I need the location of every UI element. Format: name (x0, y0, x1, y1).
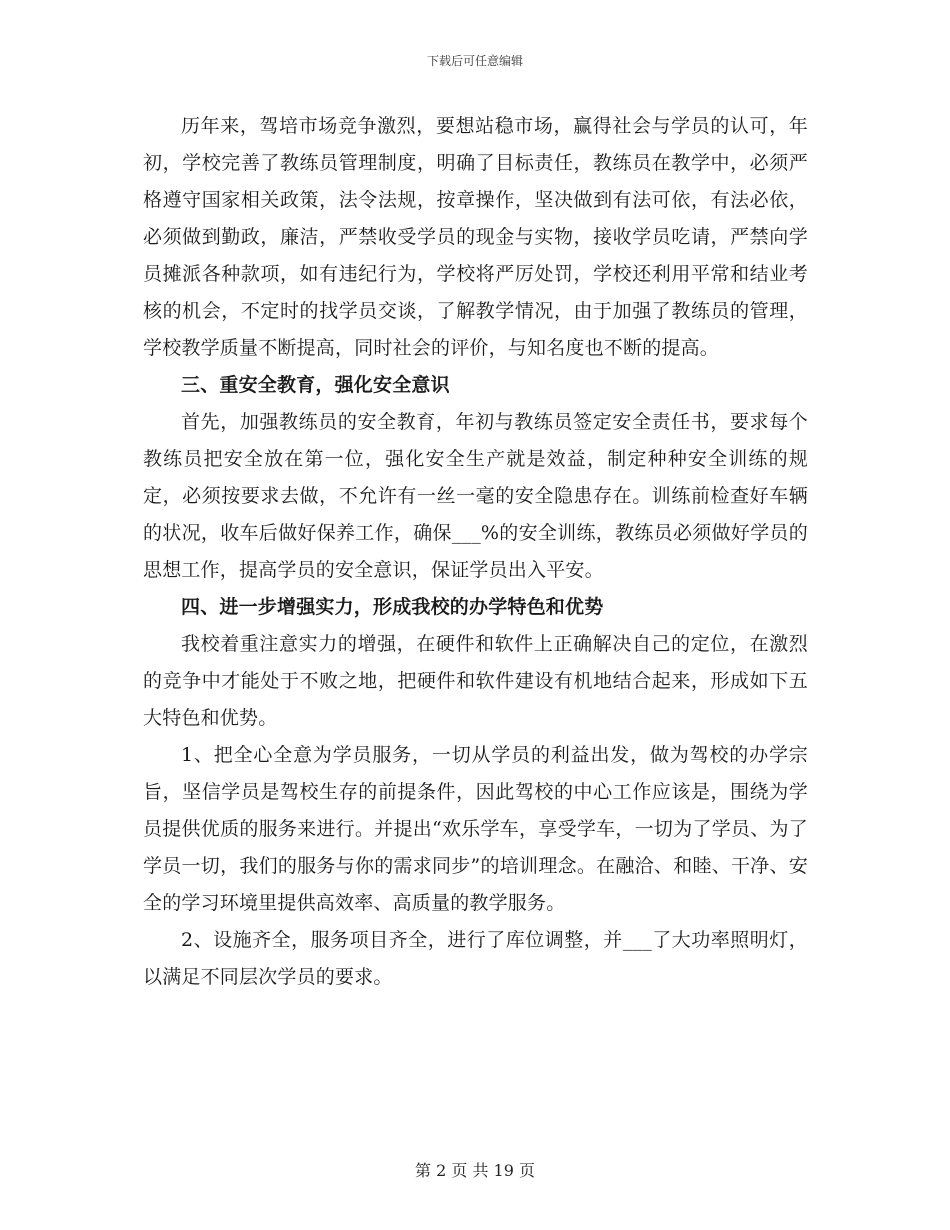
document-body (143, 108, 808, 996)
paragraph-strength: 我校着重注意实力的增强，在硬件和软件上正确解决自己的定位，在激烈的竞争中才能处于不败之地，把硬件和软件建设有机地结合起来，形成如下五大特色和优势。 (143, 633, 808, 729)
header-note: 下载后可任意编辑 (426, 54, 523, 68)
paragraph-management: 历年来，驾培市场竞争激烈，要想站稳市场，赢得社会与学员的认可，年初，学校完善了教练员管理制度，明确了目标责任，教练员在教学中，必须严格遵守国家相关政策，法令法规，按章操作，坚决做到有法可依，有法必依，必须做到勤政，廉洁，严禁收受学员的现金与实物，接收学员吃请，严禁向学员摊派各种款项，如有违纪行为，学校将严厉处罚，学校还利用平常和结业考核的机会，不定时的找学员交谈，了解教学情况，由于加强了教练员的管理，学校教学质量不断提高，同时社会的评价，与知名度也不断的提高。 (143, 115, 808, 359)
section-heading-safety: 三、重安全教育，强化安全意识 (181, 374, 450, 396)
page-number: 第 2 页 共 19 页 (415, 1161, 535, 1180)
paragraph-item-1: 1、把全心全意为学员服务，一切从学员的利益出发，做为驾校的办学宗旨，坚信学员是驾校生存的前提条件，因此驾校的中心工作应该是，围绕为学员提供优质的服务来进行。并提出“欢乐学车，享受学车，一切为了学员、为了学员一切，我们的服务与你的需求同步”的培训理念。在融洽、和睦、干净、安全的学习环境里提供高效率、高质量的教学服务。 (143, 744, 808, 914)
section-heading-strength: 四、进一步增强实力，形成我校的办学特色和优势 (181, 596, 604, 618)
paragraph-item-2: 2、设施齐全，服务项目齐全，进行了库位调整，并___了大功率照明灯，以满足不同层次学员的要求。 (143, 929, 808, 988)
paragraph-safety: 首先，加强教练员的安全教育，年初与教练员签定安全责任书，要求每个教练员把安全放在第一位，强化安全生产就是效益，制定种种安全训练的规定，必须按要求去做，不允许有一丝一毫的安全隐患存在。训练前检查好车辆的状况，收车后做好保养工作，确保___%的安全训练，教练员必须做好学员的思想工作，提高学员的安全意识，保证学员出入平安。 (143, 411, 808, 581)
